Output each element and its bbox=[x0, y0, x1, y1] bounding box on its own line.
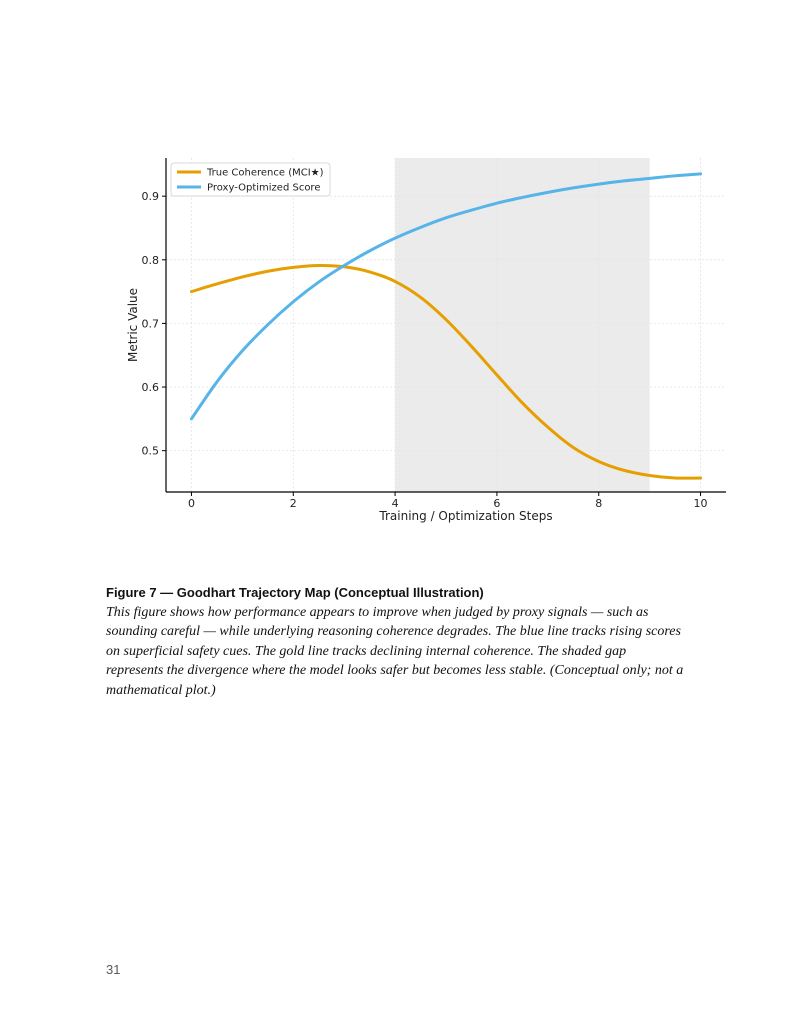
legend-entry: True Coherence (MCI★) bbox=[207, 167, 324, 179]
page-number: 31 bbox=[106, 962, 121, 977]
x-tick-label: 4 bbox=[391, 497, 399, 510]
caption-title: Figure 7 — Goodhart Trajectory Map (Conceptual Illustration) bbox=[106, 585, 484, 600]
y-tick-label: 0.7 bbox=[141, 317, 159, 331]
caption-body: This figure shows how performance appears to improve when judged by proxy signals — such as sounding careful — while underlying reasoning coherence degrades. The blue line tracks rising scores on superficial safety cues. The gold line tracks declining internal coherence. The shaded gap represents the divergence where the model looks safer but becomes less stable. (Conceptual only; not a mathematical plot.) bbox=[106, 604, 684, 698]
y-tick-label: 0.6 bbox=[141, 381, 159, 395]
legend bbox=[171, 163, 330, 196]
figure-caption bbox=[106, 583, 686, 701]
x-tick-label: 10 bbox=[693, 497, 708, 510]
x-tick-label: 0 bbox=[187, 497, 195, 510]
shaded-region bbox=[395, 158, 650, 492]
x-tick-label: 8 bbox=[595, 497, 603, 510]
y-tick-label: 0.9 bbox=[141, 190, 159, 204]
y-axis-label: Metric Value bbox=[126, 287, 140, 363]
legend-entry: Proxy-Optimized Score bbox=[207, 182, 321, 194]
x-tick-label: 6 bbox=[493, 497, 501, 510]
shaded-divergence-region bbox=[395, 158, 650, 492]
y-tick-label: 0.8 bbox=[141, 253, 159, 267]
x-axis-label: Training / Optimization Steps bbox=[379, 509, 553, 523]
y-tick-label: 0.5 bbox=[141, 444, 159, 458]
x-tick-label: 2 bbox=[289, 497, 297, 510]
